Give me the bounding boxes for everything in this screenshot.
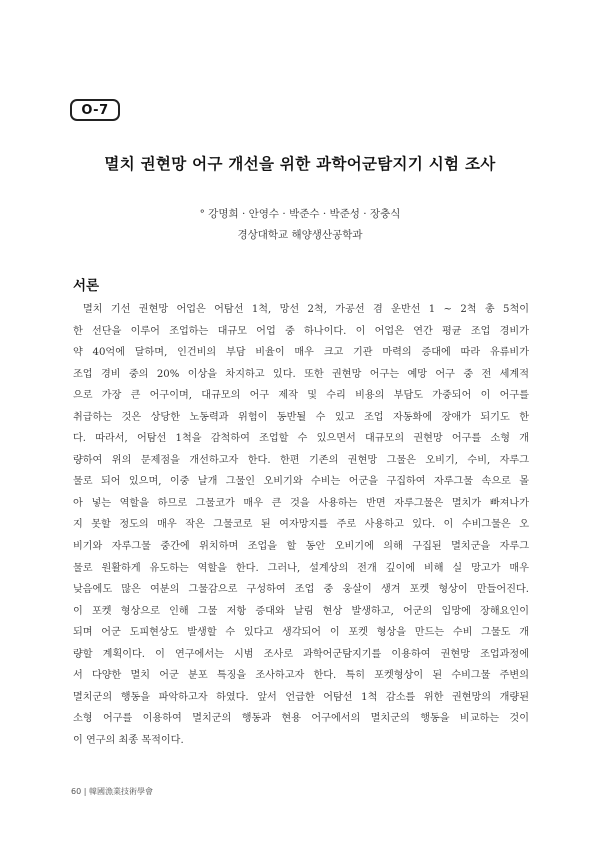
paragraph-line: 소형 어구를 이용하여 멸치군의 행동과 현용 어구에서의 멸치군의 행동을 비교하는 것이 bbox=[73, 713, 529, 725]
paragraph-line: 취급하는 것은 상당한 노동력과 위험이 동반될 수 있고 조업 자동화에 장애가 되기도 한 bbox=[73, 411, 529, 423]
author-list: ° 강명희 · 안영수 · 박준수 · 박준성 · 장충식 bbox=[199, 208, 401, 220]
paragraph-line: 멸치군의 행동을 파악하고자 하였다. 앞서 언급한 어탐선 1척 감소를 위한 권현망의 개량된 bbox=[73, 691, 529, 703]
paragraph-line: 비기와 자루그물 중간에 위치하며 조업을 할 동안 오비기에 의해 구집된 멸치군을 자루그 bbox=[73, 541, 529, 553]
body-paragraph bbox=[73, 299, 529, 751]
paragraph-line: 아 넣는 역할을 하므로 그물코가 매우 큰 것을 사용하는 반면 자루그물은 멸치가 빠져나가 bbox=[73, 497, 529, 509]
paragraph-line: 량할 계획이다. 이 연구에서는 시범 조사로 과학어군탐지기를 이용하여 권현망 조업과정에 bbox=[73, 648, 529, 660]
paragraph-line: 량하여 위의 문제점을 개선하고자 한다. 한편 기존의 권현망 그물은 오비기, 수비, 자루그 bbox=[73, 454, 529, 466]
paragraph-line: 이 연구의 최종 목적이다. bbox=[73, 734, 184, 746]
paragraph-line: 서 다양한 멸치 어군 분포 특징을 조사하고자 한다. 특히 포켓형상이 된 수비그물 주변의 bbox=[73, 670, 529, 682]
paragraph-line: 이 포켓 형상으로 인해 그물 저항 증대와 날림 현상 발생하고, 어군의 입망에 장해요인이 bbox=[73, 605, 529, 617]
session-badge: O-7 bbox=[70, 99, 120, 121]
paragraph-line: 되며 어군 도피현상도 발생할 수 있다고 생각되어 이 포켓 형상을 만드는 수비 그물도 개 bbox=[73, 627, 529, 639]
paragraph-line: 조업 경비 중의 20% 이상을 차지하고 있다. 또한 권현망 어구는 예망 어구 중 전 세계적 bbox=[73, 368, 529, 380]
paragraph-line: 약 40억에 달하며, 인건비의 부담 비율이 매우 크고 기관 마력의 증대에 따라 유류비가 bbox=[73, 347, 529, 359]
page-footer: 60 | 韓國漁業技術學會 bbox=[71, 787, 153, 796]
paragraph-line: 물로 원활하게 유도하는 역할을 한다. 그러나, 설계상의 전개 깊이에 비해 실 망고가 매우 bbox=[73, 562, 529, 574]
paragraph-line: 한 선단을 이루어 조업하는 대규모 어업 중 하나이다. 이 어업은 연간 평균 조업 경비가 bbox=[73, 325, 529, 337]
affiliation: 경상대학교 해양생산공학과 bbox=[237, 229, 363, 241]
section-heading: 서론 bbox=[73, 278, 100, 294]
paragraph-line: 으로 가장 큰 어구이며, 대규모의 어구 제작 및 수리 비용의 부담도 가중되어 이 어구를 bbox=[73, 390, 529, 402]
paper-title: 멸치 권현망 어구 개선을 위한 과학어군탐지기 시험 조사 bbox=[104, 154, 496, 173]
paragraph-line: 다. 따라서, 어탐선 1척을 감척하여 조업할 수 있으면서 대규모의 권현망 어구를 소형 개 bbox=[73, 433, 529, 445]
paragraph-line: 지 못할 정도의 매우 작은 그물코로 된 여자망지를 주로 사용하고 있다. 이 수비그물은 오 bbox=[73, 519, 529, 531]
paragraph-line: 낮음에도 많은 여분의 그물감으로 구성하여 조업 중 웅살이 생겨 포켓 형상이 만들어진다. bbox=[73, 584, 529, 596]
paragraph-line: 멸치 기선 권현망 어업은 어탐선 1척, 망선 2척, 가공선 겸 운반선 1 ~ 2척 총 5척이 bbox=[83, 304, 529, 315]
paragraph-line: 물로 되어 있으며, 이중 날개 그물인 오비기와 수비는 어군을 구집하여 자루그물 속으로 몰 bbox=[73, 476, 529, 488]
